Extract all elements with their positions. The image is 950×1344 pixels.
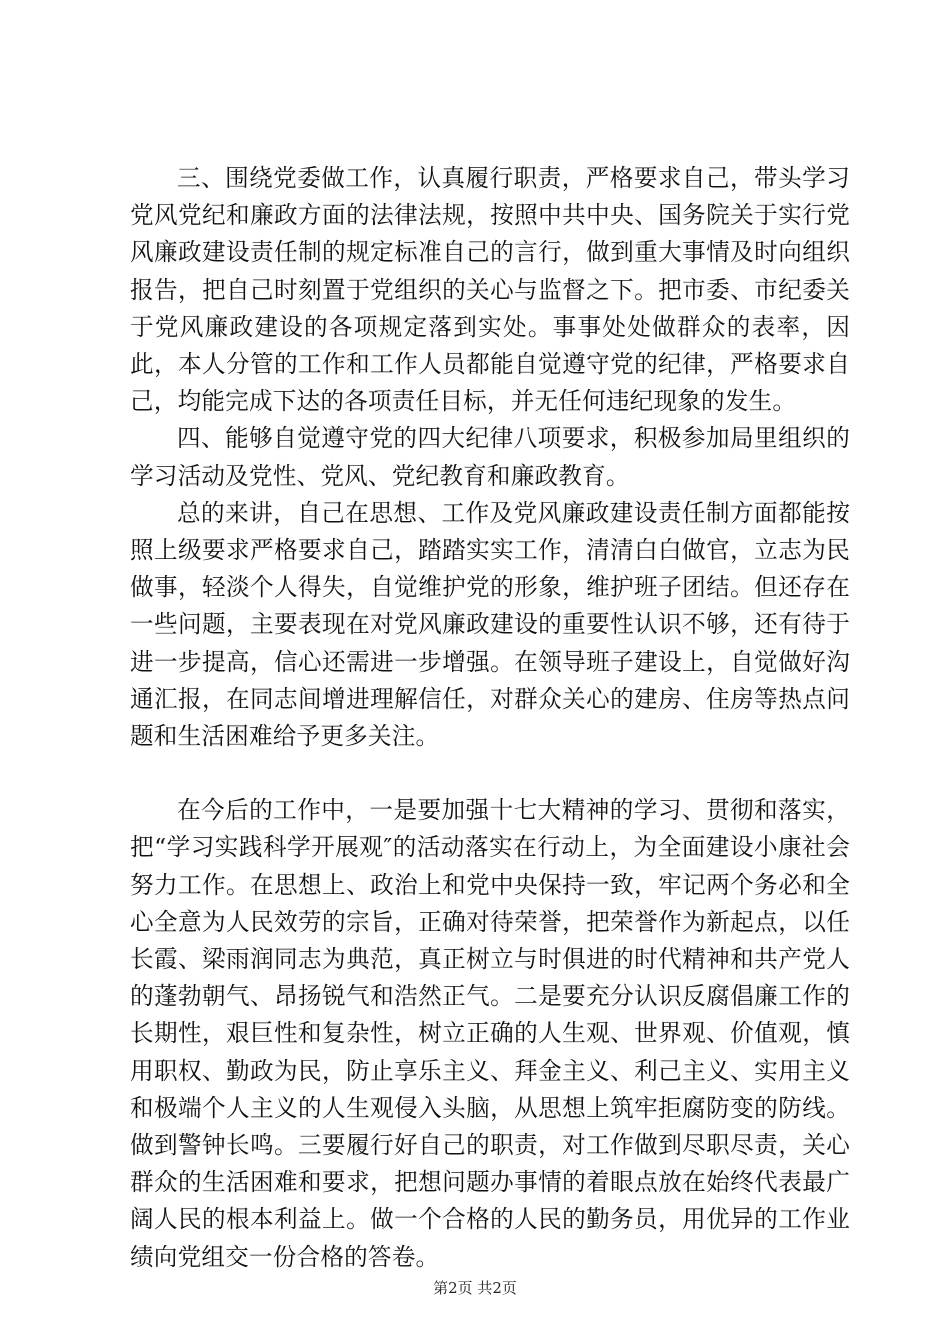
paragraph-discipline: 四、能够自觉遵守党的四大纪律八项要求，积极参加局里组织的学习活动及党性、党风、党纪教育和廉政教育。 <box>130 424 850 490</box>
paragraph-summary: 总的来讲，自己在思想、工作及党风廉政建设责任制方面都能按照上级要求严格要求自己，踏踏实实工作，清清白白做官，立志为民做事，轻淡个人得失，自觉维护党的形象，维护班子团结。但还存在一些问题，主要表现在对党风廉政建设的重要性认识不够，还有待于进一步提高，信心还需进一步增强。在领导班子建设上，自觉做好沟通汇报，在同志间增进理解信任，对群众关心的建房、住房等热点问题和生活困难给予更多关注。 <box>130 498 850 751</box>
paragraph-duty: 三、围绕党委做工作，认真履行职责，严格要求自己，带头学习党风党纪和廉政方面的法律法规，按照中共中央、国务院关于实行党风廉政建设责任制的规定标准自己的言行，做到重大事情及时向组织报告，把自己时刻置于党组织的关心与监督之下。把市委、市纪委关于党风廉政建设的各项规定落到实处。事事处处做群众的表率，因此，本人分管的工作和工作人员都能自觉遵守党的纪律，严格要求自己，均能完成下达的各项责任目标，并无任何违纪现象的发生。 <box>130 164 850 416</box>
document-body <box>130 160 850 1276</box>
page-number-footer: 第2页 共2页 <box>433 1279 517 1297</box>
paragraph-future-work: 在今后的工作中，一是要加强十七大精神的学习、贯彻和落实，把“学习实践科学开展观″的活动落实在行动上，为全面建设小康社会努力工作。在思想上、政治上和党中央保持一致，牢记两个务必和全心全意为人民效劳的宗旨，正确对待荣誉，把荣誉作为新起点，以任长霞、梁雨润同志为典范，真正树立与时俱进的时代精神和共产党人的蓬勃朝气、昂扬锐气和浩然正气。二是要充分认识反腐倡廉工作的长期性，艰巨性和复杂性，树立正确的人生观、世界观、价值观，慎用职权、勤政为民，防止享乐主义、拜金主义、利己主义、实用主义和极端个人主义的人生观侵入头脑，从思想上筑牢拒腐防变的防线。做到警钟长鸣。三要履行好自己的职责，对工作做到尽职尽责，关心群众的生活困难和要求，把想问题办事情的着眼点放在始终代表最广阔人民的根本利益上。做一个合格的人民的勤务员，用优异的工作业绩向党组交一份合格的答卷。 <box>130 796 850 1271</box>
